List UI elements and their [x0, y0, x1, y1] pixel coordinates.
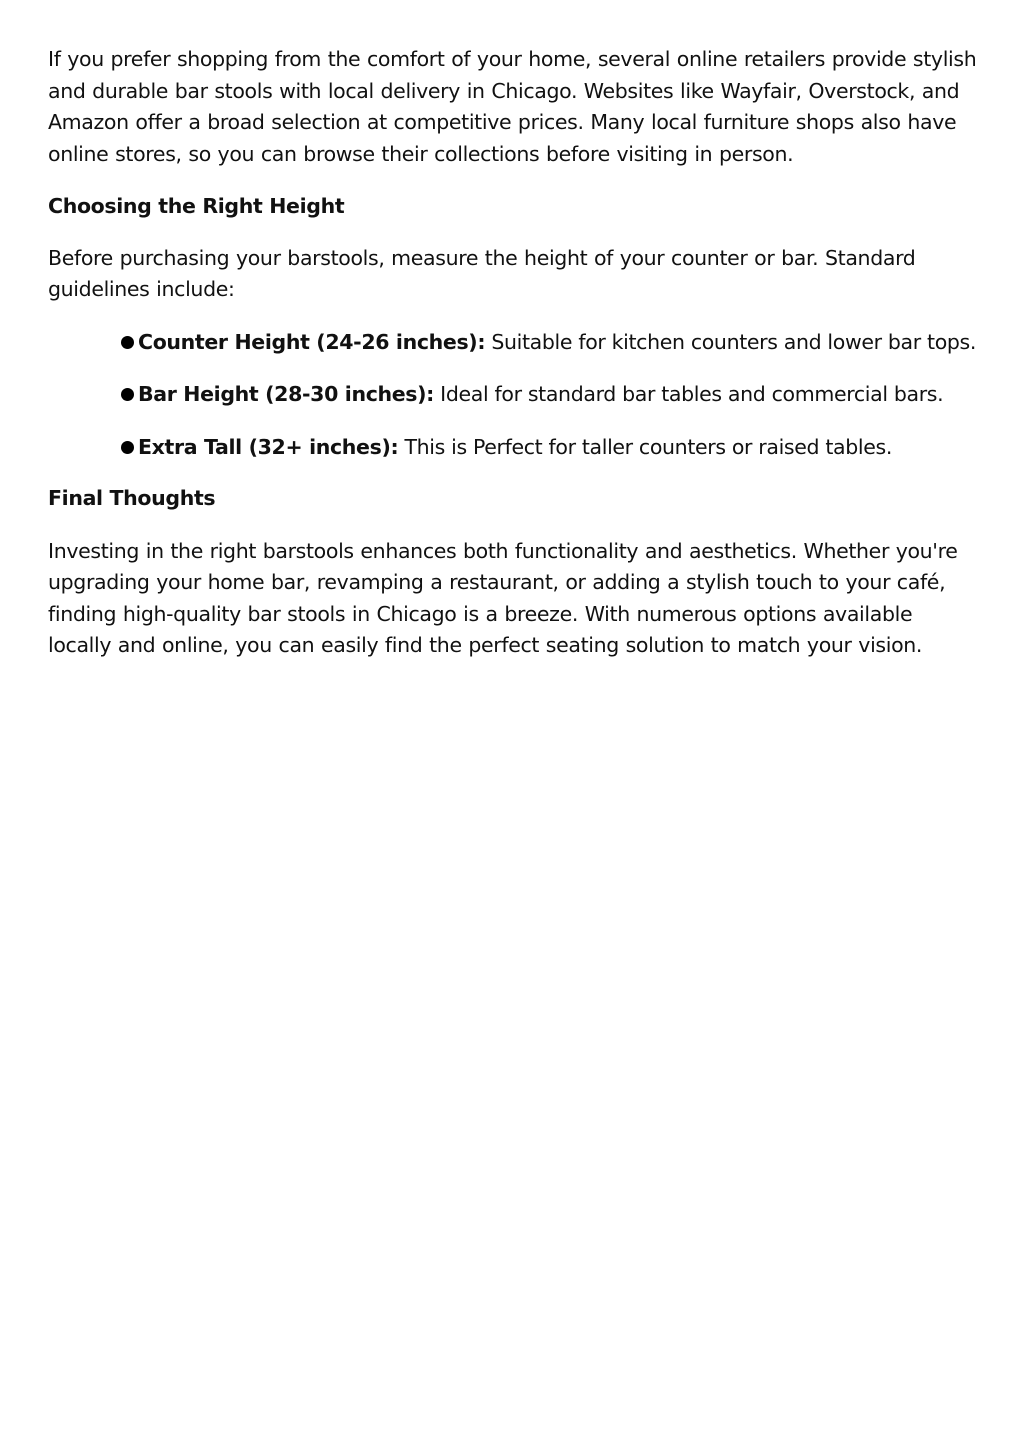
- section-heading-choosing-height: Choosing the Right Height: [48, 194, 345, 218]
- bullet-icon: [121, 336, 134, 349]
- intro-paragraph: If you prefer shopping from the comfort of your home, several online retailers provide stylish and durable bar stools with local delivery in Chicago. Websites like Wayfair, Overstock, and Amazon offer a broad selection at competitive prices. Many local furniture shops also have online stores, so you can browse their collections before visiting in person.: [48, 47, 977, 166]
- section-heading-final-thoughts: Final Thoughts: [48, 486, 216, 510]
- list-item-description: Ideal for standard bar tables and commercial bars.: [434, 382, 944, 406]
- bullet-icon: [121, 388, 134, 401]
- document-page: [48, 44, 978, 662]
- list-item-term: Extra Tall (32+ inches):: [138, 434, 399, 459]
- list-item: [121, 327, 978, 359]
- bullet-icon: [121, 441, 134, 454]
- height-intro-paragraph: Before purchasing your barstools, measure the height of your counter or bar. Standard guidelines include:: [48, 245, 916, 301]
- list-item-description: This is Perfect for taller counters or raised tables.: [398, 434, 893, 459]
- final-paragraph: Investing in the right barstools enhances both functionality and aesthetics. Whether you're upgrading your home bar, revamping a restaurant, or adding a stylish touch to your café, finding high-quality bar stools in Chicago is a breeze. With numerous options available locally and online, you can easily find the perfect seating solution to match your vision.: [48, 538, 958, 657]
- list-item: [121, 379, 978, 411]
- list-item: [121, 432, 978, 464]
- list-item-term: Counter Height (24-26 inches):: [138, 329, 486, 354]
- list-item-description: Suitable for kitchen counters and lower bar tops.: [485, 329, 977, 354]
- height-guidelines-list: [48, 327, 978, 464]
- list-item-term: Bar Height (28-30 inches):: [138, 382, 435, 406]
